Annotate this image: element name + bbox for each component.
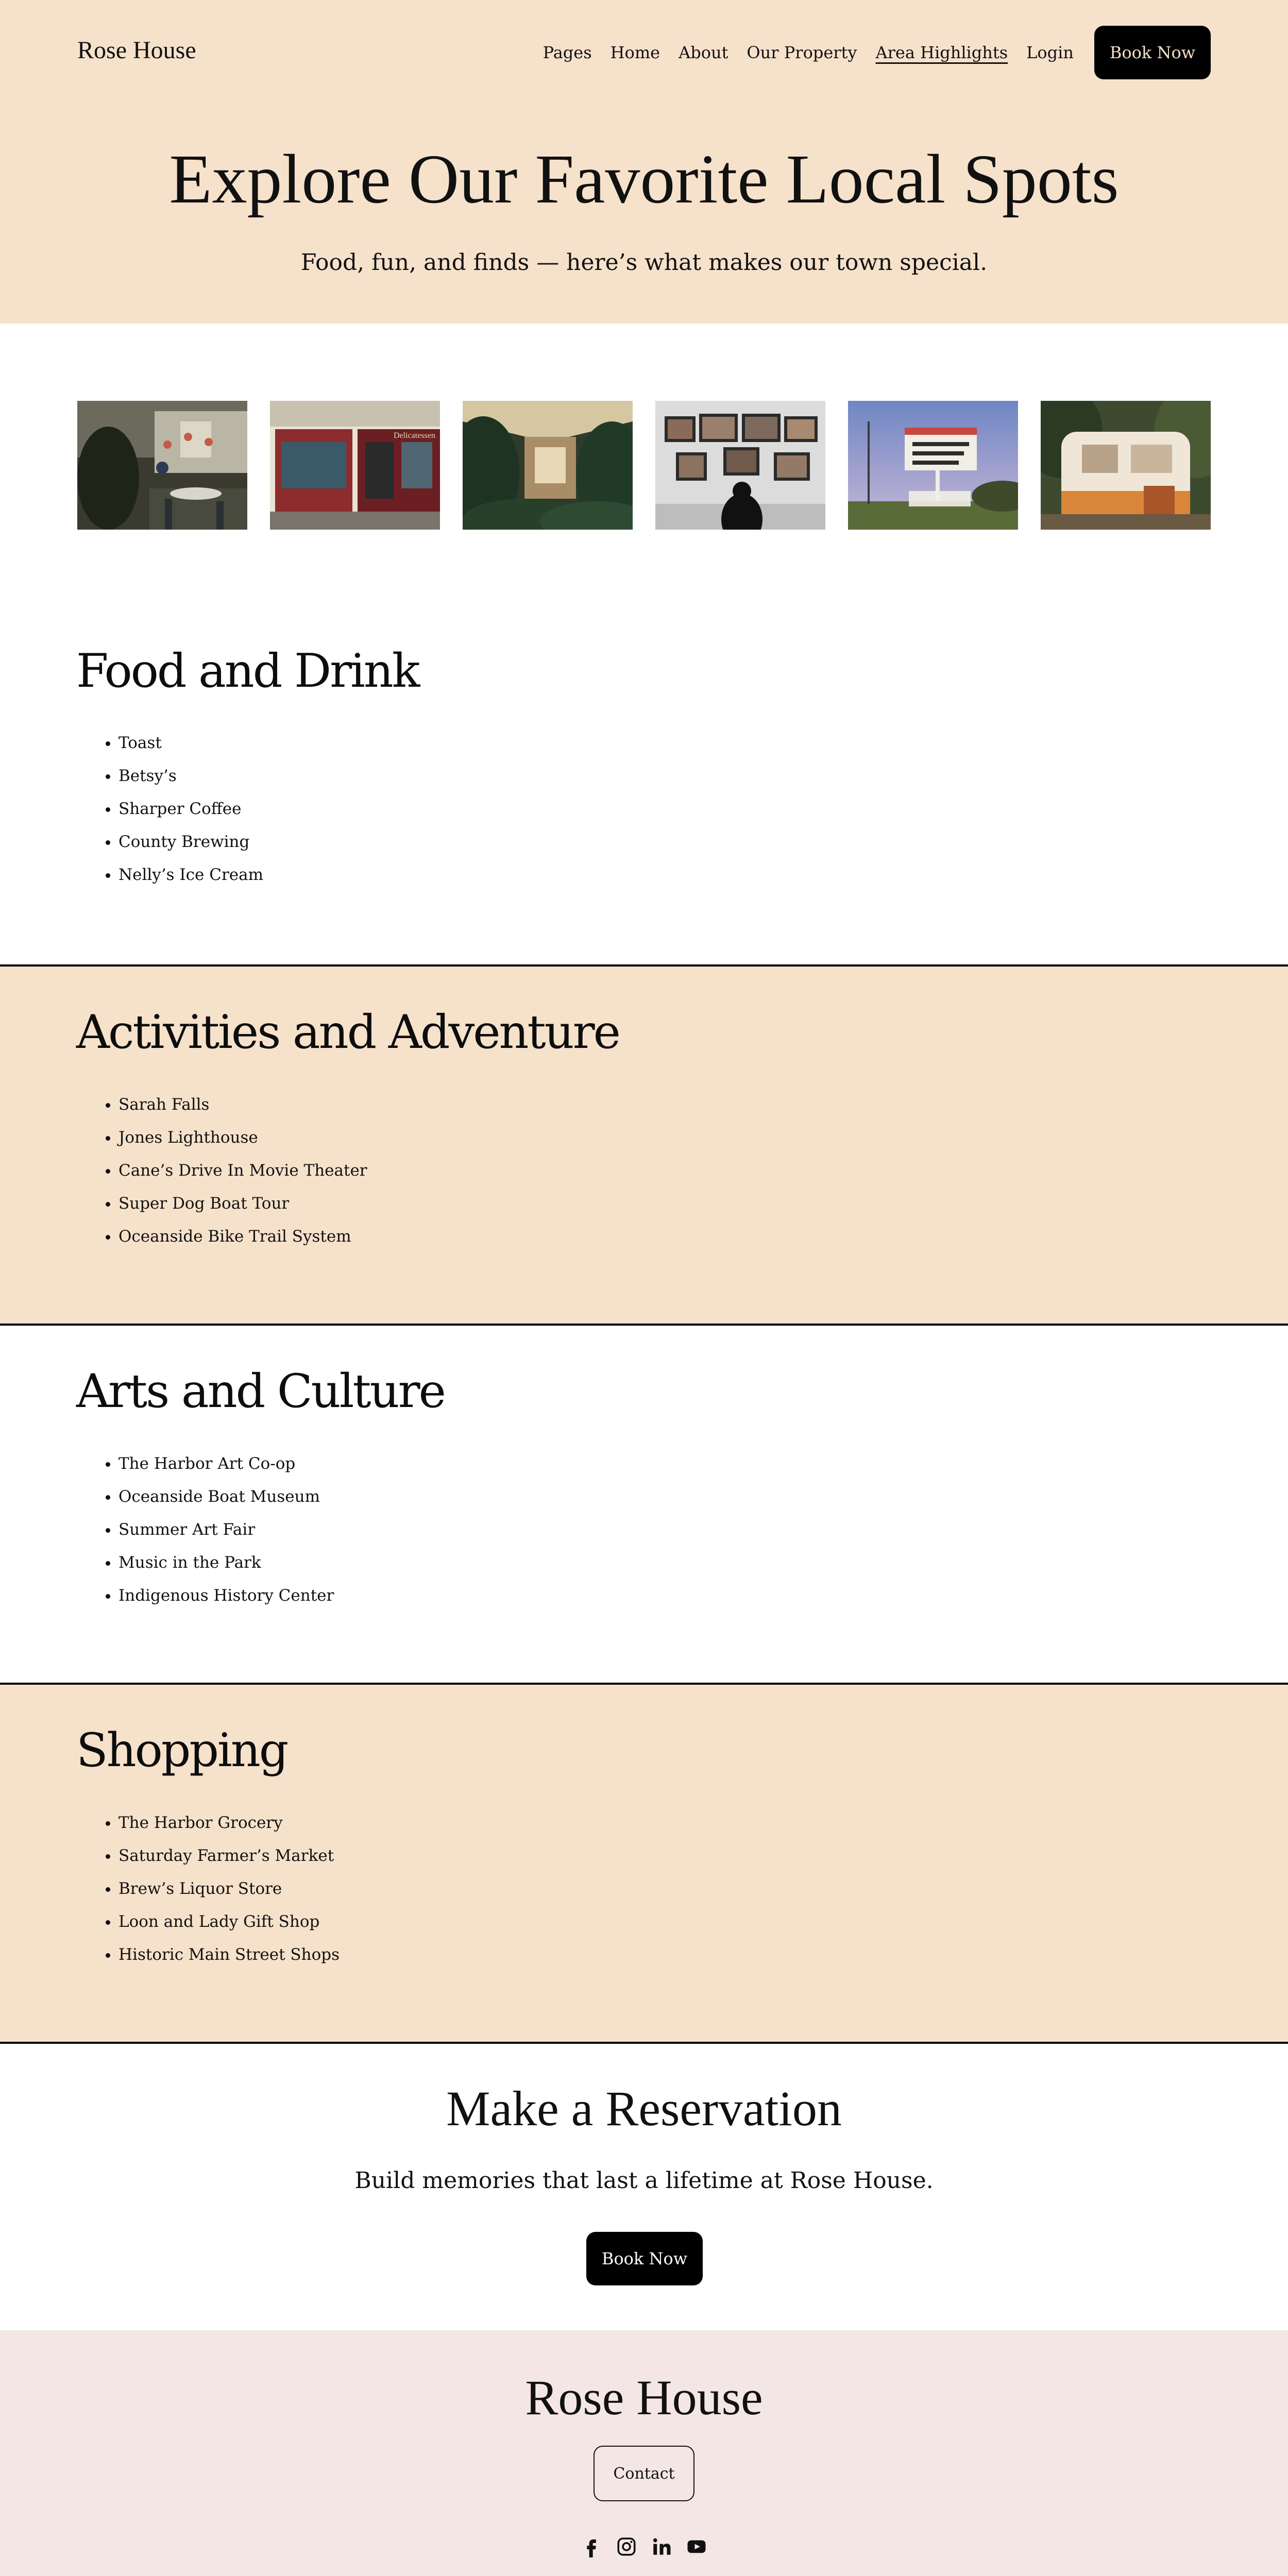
instagram-icon[interactable] [616, 2536, 637, 2557]
list-item: • Oceanside Boat Museum [118, 1480, 334, 1513]
section-shopping [0, 1683, 1288, 2042]
gallery-image-garden-cafe[interactable] [463, 401, 633, 530]
storefronts-photo [270, 401, 440, 530]
section-title: Food and Drink [76, 644, 419, 698]
book-now-button[interactable]: Book Now [1094, 26, 1211, 79]
list-item: • Jones Lighthouse [118, 1121, 367, 1154]
svg-text:Delicatessen: Delicatessen [394, 431, 435, 440]
reservation-title: Make a Reservation [446, 2081, 842, 2136]
list-item: • Oceanside Bike Trail System [118, 1220, 367, 1253]
gallery-image-vintage-trailer[interactable] [1041, 401, 1211, 530]
nav-login[interactable]: Login [1026, 43, 1074, 62]
list-item: • Sharper Coffee [118, 792, 263, 825]
youtube-icon[interactable] [686, 2536, 707, 2557]
section-title: Arts and Culture [76, 1364, 445, 1418]
list-item: • Sarah Falls [118, 1088, 367, 1121]
list-item: • Betsy’s [118, 759, 263, 792]
list-item: • The Harbor Art Co-op [118, 1447, 334, 1480]
list-item: • Summer Art Fair [118, 1513, 334, 1546]
contact-button[interactable]: Contact [594, 2446, 694, 2501]
garden-cafe-photo [463, 401, 633, 530]
nav-our-property[interactable]: Our Property [747, 43, 857, 62]
photo-gallery [77, 401, 1211, 530]
page-title: Explore Our Favorite Local Spots [169, 141, 1119, 218]
drive-in-sign-photo [848, 401, 1018, 530]
section-title: Shopping [76, 1723, 287, 1777]
list-item: • Indigenous History Center [118, 1579, 334, 1612]
section-food-and-drink [0, 572, 1288, 964]
gallery-image-cafe-interior[interactable] [77, 401, 247, 530]
gallery-image-drive-in-sign[interactable] [848, 401, 1018, 530]
list-item: • County Brewing [118, 825, 263, 858]
nav-pages[interactable]: Pages [543, 43, 592, 62]
list-item: • Loon and Lady Gift Shop [118, 1905, 340, 1938]
nav-about[interactable]: About [679, 43, 728, 62]
list-item: • The Harbor Grocery [118, 1806, 340, 1839]
art-gallery-photo [655, 401, 825, 530]
site-logo[interactable]: Rose House [77, 37, 196, 64]
site-header [0, 0, 1288, 324]
section-list [77, 1088, 367, 1253]
nav-home[interactable]: Home [610, 43, 660, 62]
cafe-interior-photo [77, 401, 247, 530]
footer-logo[interactable]: Rose House [525, 2370, 763, 2425]
reservation-book-now-button[interactable]: Book Now [586, 2232, 703, 2285]
list-item: • Cane’s Drive In Movie Theater [118, 1154, 367, 1187]
gallery-image-art-gallery[interactable] [655, 401, 825, 530]
list-item: • Super Dog Boat Tour [118, 1187, 367, 1220]
list-item: • Saturday Farmer’s Market [118, 1839, 340, 1872]
linkedin-icon[interactable] [651, 2536, 672, 2557]
social-links [0, 2531, 1288, 2562]
page-subtitle: Food, fun, and finds — here’s what makes our town special. [300, 249, 988, 276]
section-activities-and-adventure [0, 964, 1288, 1324]
vintage-trailer-photo [1041, 401, 1211, 530]
main-nav [524, 26, 1211, 79]
reservation-section [0, 2042, 1288, 2330]
section-list [77, 1447, 334, 1612]
facebook-icon[interactable] [581, 2536, 602, 2557]
list-item: • Historic Main Street Shops [118, 1938, 340, 1971]
site-footer [0, 2330, 1288, 2576]
section-list [77, 1806, 340, 1971]
list-item: • Music in the Park [118, 1546, 334, 1579]
list-item: • Toast [118, 726, 263, 759]
section-title: Activities and Adventure [76, 1005, 619, 1059]
section-list [77, 726, 263, 891]
gallery-image-storefronts[interactable] [270, 401, 440, 530]
list-item: • Nelly’s Ice Cream [118, 858, 263, 891]
reservation-subtitle: Build memories that last a lifetime at Rose House. [354, 2167, 934, 2194]
list-item: • Brew’s Liquor Store [118, 1872, 340, 1905]
section-arts-and-culture [0, 1324, 1288, 1683]
nav-area-highlights[interactable]: Area Highlights [875, 43, 1008, 62]
